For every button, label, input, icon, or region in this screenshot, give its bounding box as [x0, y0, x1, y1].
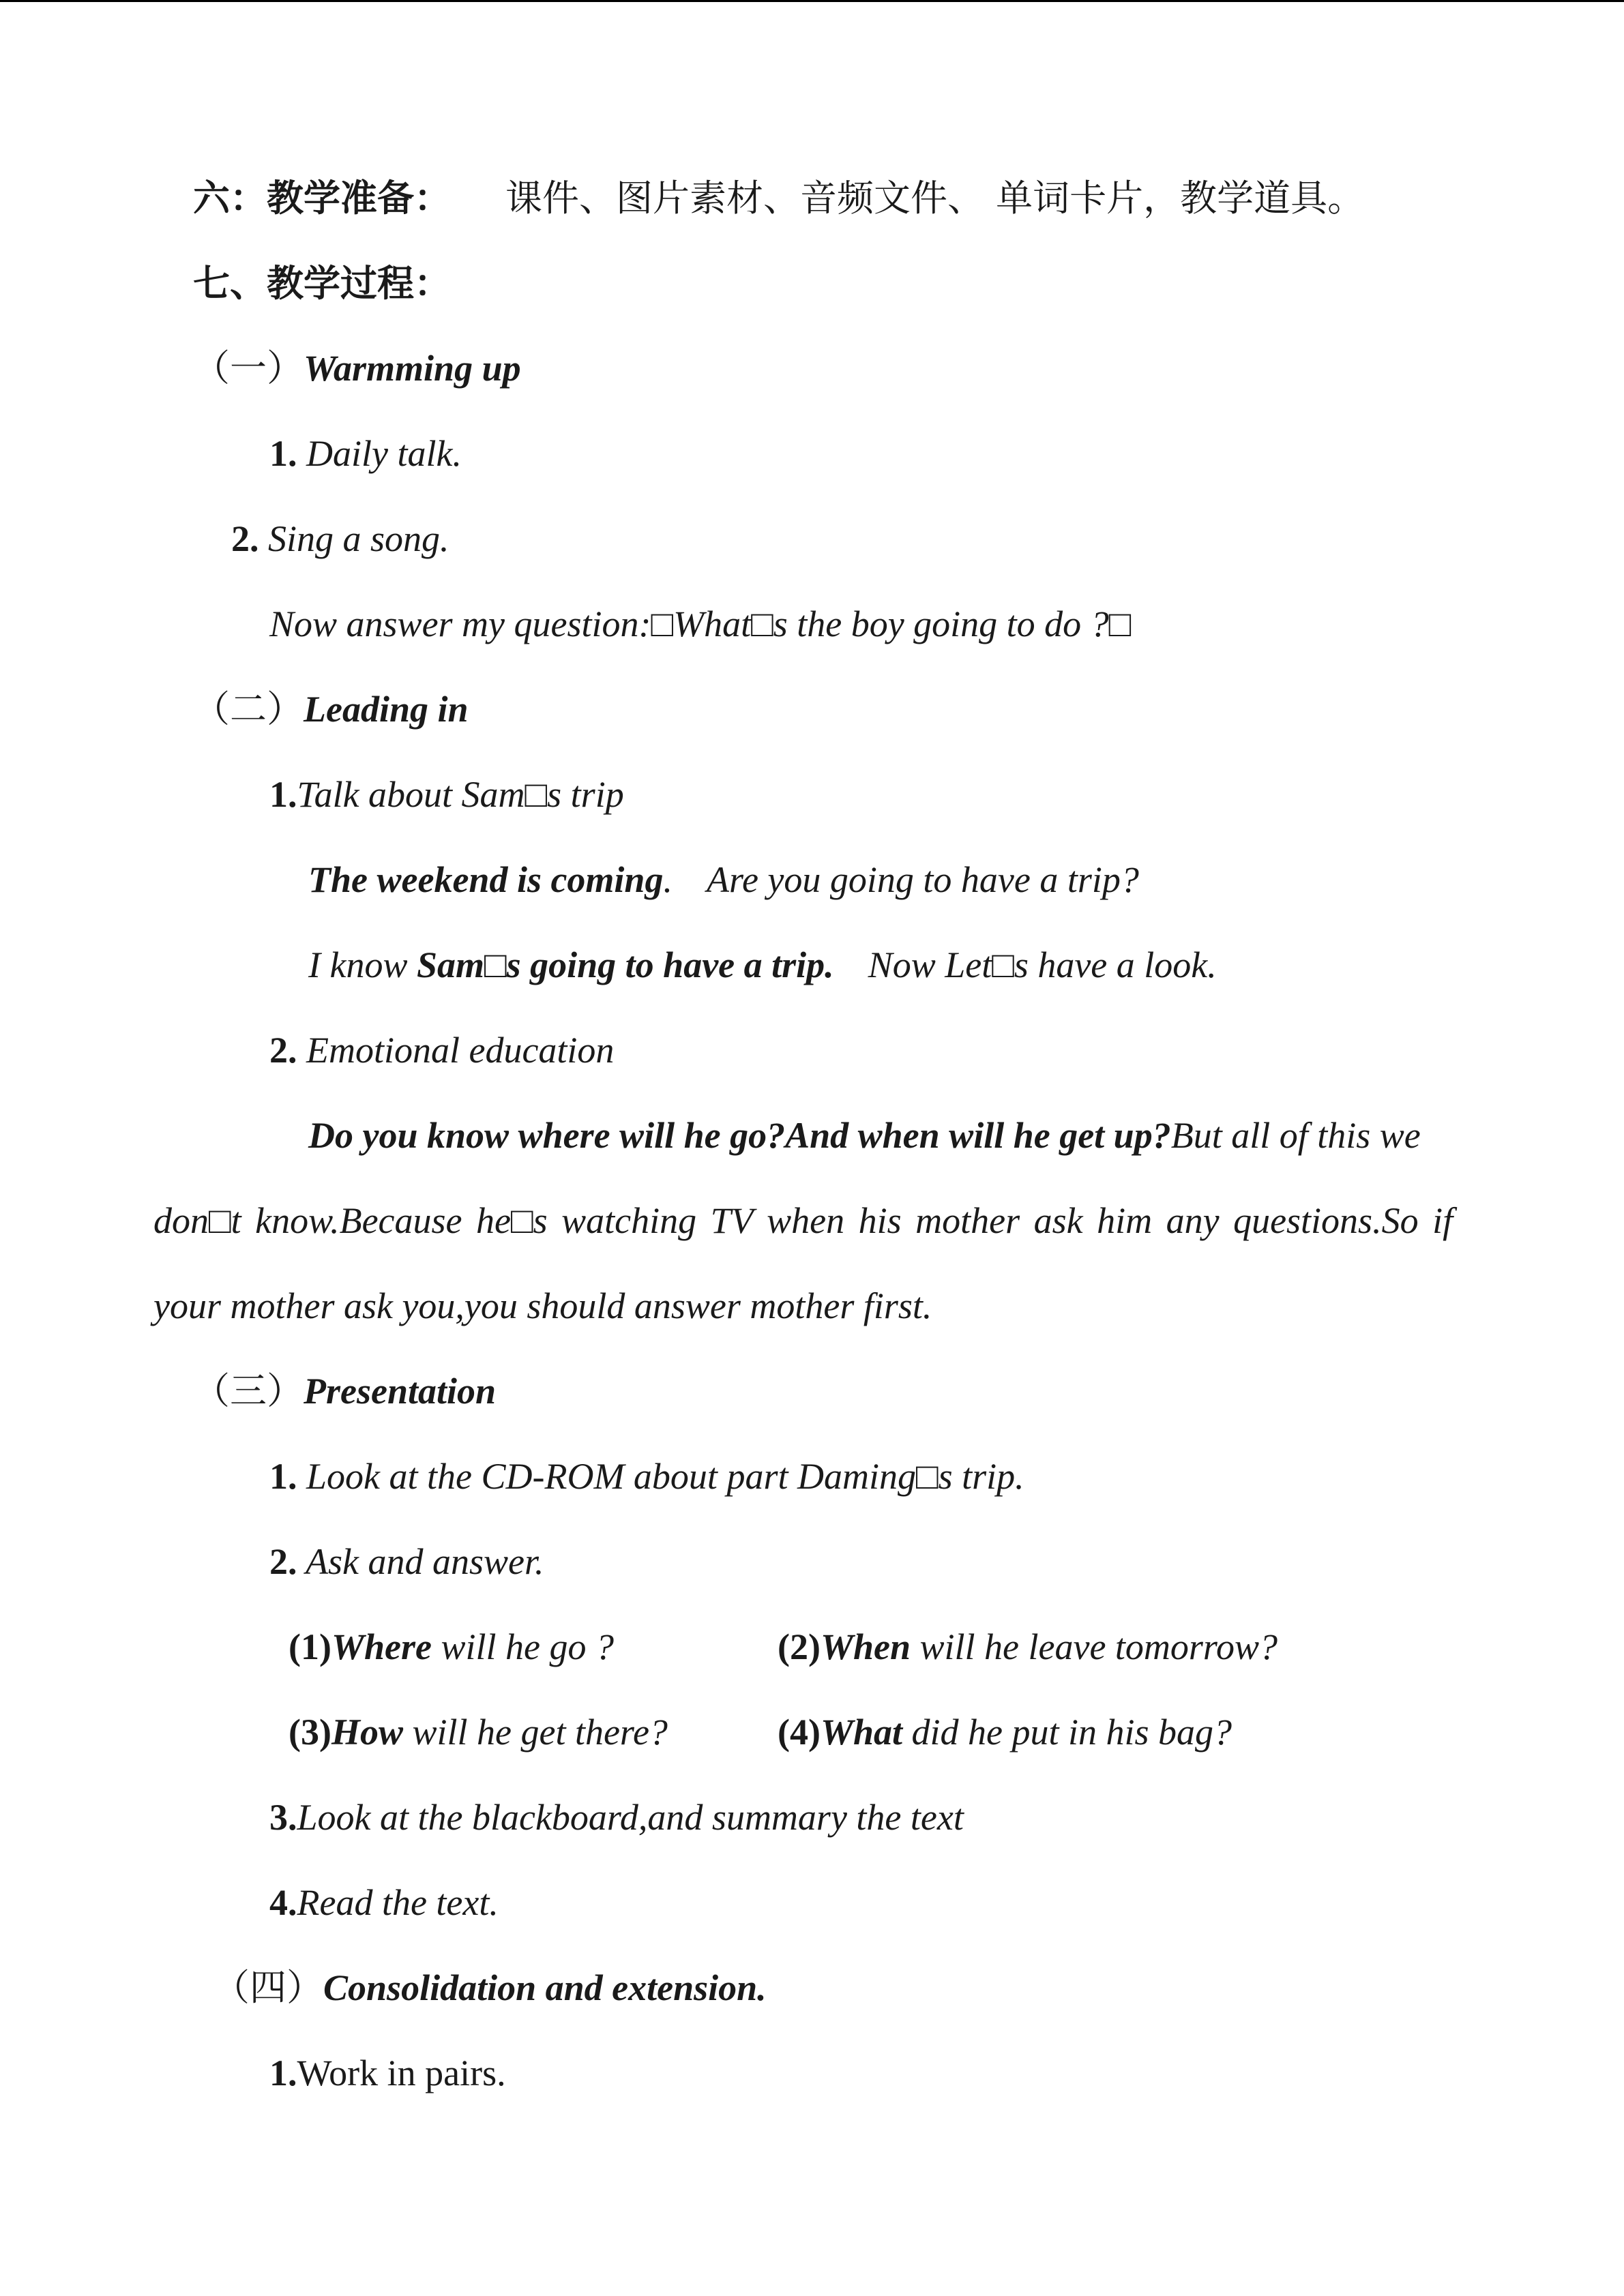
- prep-content: 课件、图片素材、音频文件、 单词卡片，教学道具。: [505, 177, 1365, 220]
- s2-paragraph-line-1: [308, 1112, 1421, 1159]
- q1-number: (1): [289, 1626, 331, 1667]
- s2-know-c: Now Let□s have a look.: [868, 944, 1217, 985]
- s1-item-2-text: Sing a song.: [259, 518, 449, 559]
- s3-item-3-number: 3.: [269, 1797, 297, 1838]
- s2-know-line: [308, 941, 1217, 989]
- section-3-title: Presentation: [304, 1371, 497, 1412]
- s3-item-3-text: Look at the blackboard,and summary the text: [297, 1797, 964, 1838]
- s2-paragraph-line-2: don□t know.Because he□s watching TV when his mother ask him any questions.So if: [153, 1200, 1453, 1241]
- q2-number: (2): [778, 1626, 821, 1667]
- s4-item-1-text: Work in pairs.: [297, 2053, 506, 2093]
- q4-text: did he put in his bag?: [902, 1712, 1232, 1753]
- section-3-heading: [193, 1367, 496, 1415]
- s2-weekend-line: [308, 856, 1139, 904]
- s3-question-4: [778, 1708, 1232, 1756]
- s1-item-2: [231, 515, 449, 563]
- s2-weekend-rest: Are you going to have a trip?: [706, 859, 1139, 900]
- q1-text: will he go ?: [431, 1626, 614, 1667]
- s1-item-1-text: Daily talk.: [297, 433, 462, 474]
- section-2-heading: [193, 685, 469, 733]
- s3-item-2-text: Ask and answer.: [297, 1541, 544, 1582]
- s2-paragraph-text-1: But all of this we: [1170, 1115, 1421, 1156]
- section-4-title: Consolidation and extension.: [323, 1967, 767, 2008]
- section-1-heading: [193, 344, 521, 392]
- s2-paragraph-line-3: your mother ask you,you should answer mother first.: [153, 1285, 932, 1326]
- s3-item-4-number: 4.: [269, 1882, 297, 1923]
- s2-know-a: I know: [308, 944, 417, 985]
- s2-paragraph-bold: Do you know where will he go?And when will he get up?: [308, 1115, 1171, 1156]
- q2-keyword: When: [820, 1626, 911, 1667]
- section-1-title: Warmming up: [304, 348, 521, 389]
- section-2-title: Leading in: [304, 689, 469, 730]
- s3-item-3: [269, 1793, 964, 1841]
- s1-item-2-number: 2.: [231, 518, 259, 559]
- s3-item-2: [269, 1538, 544, 1585]
- s1-item-1: [269, 430, 462, 477]
- section-4-number: （四）: [213, 1966, 323, 2009]
- s2-item-1-text: Talk about Sam□s trip: [297, 774, 624, 815]
- section-1-number: （一）: [193, 346, 304, 389]
- q3-keyword: How: [331, 1712, 403, 1753]
- q1-keyword: Where: [331, 1626, 432, 1667]
- s2-weekend-dot: .: [663, 859, 673, 900]
- s3-question-1: [289, 1623, 614, 1671]
- q4-keyword: What: [820, 1712, 903, 1753]
- s3-question-3: [289, 1708, 668, 1756]
- prep-line: [193, 174, 1364, 222]
- section-4-heading: [213, 1964, 767, 2012]
- s2-item-1: [269, 771, 624, 818]
- s4-item-1: [269, 2049, 506, 2097]
- s3-item-1-text: Look at the CD-ROM about part Daming□s trip.: [297, 1456, 1024, 1497]
- s2-weekend-bold: The weekend is coming: [308, 859, 664, 900]
- q3-text: will he get there?: [403, 1712, 668, 1753]
- q2-text: will he leave tomorrow?: [911, 1626, 1278, 1667]
- s3-question-2: [778, 1623, 1278, 1671]
- s1-item-1-number: 1.: [269, 433, 297, 474]
- process-heading: 七、教学过程：: [193, 261, 451, 305]
- page-top-border: [0, 0, 1624, 2]
- s2-item-2-text: Emotional education: [297, 1030, 615, 1071]
- s2-item-2: [269, 1026, 614, 1074]
- s3-item-4-text: Read the text.: [297, 1882, 499, 1923]
- s3-item-1-number: 1.: [269, 1456, 297, 1497]
- s3-item-1: [269, 1452, 1024, 1500]
- prep-heading: 六：教学准备：: [193, 176, 451, 220]
- s4-item-1-number: 1.: [269, 2053, 297, 2093]
- s3-item-2-number: 2.: [269, 1541, 297, 1582]
- s2-item-1-number: 1.: [269, 774, 297, 815]
- section-3-number: （三）: [193, 1369, 304, 1412]
- q4-number: (4): [778, 1712, 821, 1753]
- s2-know-b: Sam□s going to have a trip.: [416, 944, 834, 985]
- q3-number: (3): [289, 1712, 331, 1753]
- section-2-number: （二）: [193, 687, 304, 730]
- s1-question: Now answer my question:□What□s the boy going to do ?□: [269, 603, 1132, 644]
- s3-item-4: [269, 1879, 499, 1926]
- s2-item-2-number: 2.: [269, 1030, 297, 1071]
